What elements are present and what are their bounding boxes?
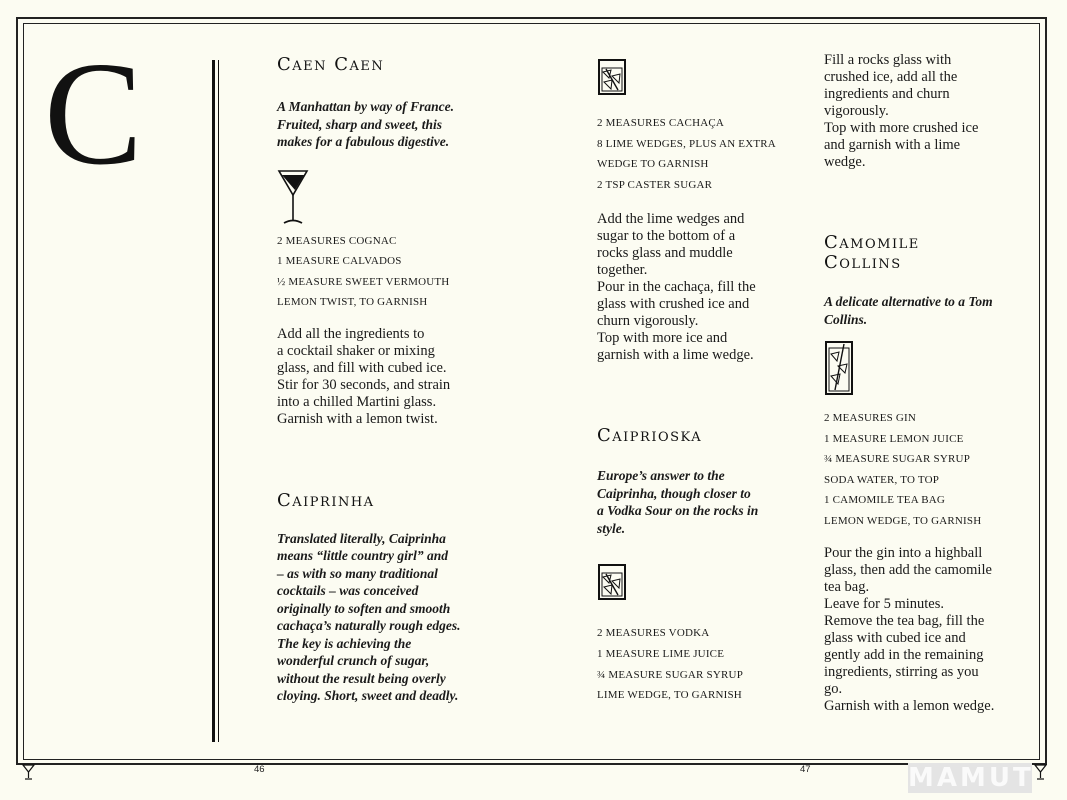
ingredient-item: ¾ MEASURE SUGAR SYRUP xyxy=(597,668,744,681)
method-line: glass with crushed ice and xyxy=(597,296,750,313)
method-line: Pour the gin into a highball xyxy=(824,544,983,561)
method-line: churn vigorously. xyxy=(597,313,699,330)
ingredient-item: ¾ MEASURE SUGAR SYRUP xyxy=(824,453,971,466)
ingredient-item: LIME WEDGE, TO GARNISH xyxy=(597,689,742,702)
recipe-method xyxy=(277,326,482,428)
intro-line: wonderful crunch of sugar, xyxy=(277,653,430,669)
ingredient-item: 2 MEASURES COGNAC xyxy=(277,234,397,247)
intro-line: cloying. Short, sweet and deadly. xyxy=(277,688,459,704)
recipe-intro-caiprinha xyxy=(277,530,482,705)
page-number-left: 46 xyxy=(254,764,265,775)
intro-line: Caiprinha, though closer to xyxy=(597,485,751,501)
method-line: Leave for 5 minutes. xyxy=(824,595,944,612)
title-line: Camomile xyxy=(824,232,920,253)
martini-glass-icon xyxy=(22,764,35,780)
column-1 xyxy=(277,55,482,705)
recipe-intro-caen-caen xyxy=(277,98,482,151)
watermark-logo: MAMUT xyxy=(908,763,1034,793)
rocks-glass-icon xyxy=(597,563,627,601)
ingredient-list xyxy=(277,231,482,313)
ingredient-item: 2 MEASURES GIN xyxy=(824,412,917,424)
ingredient-item: LEMON TWIST, TO GARNISH xyxy=(277,296,428,309)
recipe-title-caiprinha: Caiprinha xyxy=(277,489,375,511)
method-line: Add all the ingredients to xyxy=(277,325,425,342)
intro-line: style. xyxy=(597,520,626,536)
intro-line: Collins. xyxy=(824,311,868,327)
ingredient-list xyxy=(824,408,1029,532)
method-line: Remove the tea bag, fill the xyxy=(824,612,985,629)
intro-line: Translated literally, Caiprinha xyxy=(277,530,446,546)
column-3 xyxy=(824,52,1029,715)
method-line: glass with cubed ice and xyxy=(824,629,966,646)
method-line: garnish with a lime wedge. xyxy=(597,347,754,364)
recipe-intro-caiprioska xyxy=(597,467,797,537)
method-line: and garnish with a lime xyxy=(824,137,961,153)
ingredient-item: 2 MEASURES CACHAÇA xyxy=(597,117,725,129)
martini-glass-icon xyxy=(277,169,309,225)
recipe-title-camomile-collins xyxy=(824,233,1029,273)
ingredient-list xyxy=(597,623,797,705)
highball-glass-icon xyxy=(824,340,854,396)
method-line: Top with more ice and xyxy=(597,330,728,347)
ingredient-item: 1 MEASURE CALVADOS xyxy=(277,255,402,268)
chapter-letter: C xyxy=(44,32,143,196)
recipe-method xyxy=(824,545,1029,715)
intro-line: means “little country girl” and xyxy=(277,548,449,564)
intro-line: – as with so many traditional xyxy=(277,565,438,581)
recipe-intro-camomile-collins xyxy=(824,293,1029,328)
method-line: gently add in the remaining xyxy=(824,646,984,663)
intro-line: A delicate alternative to a Tom xyxy=(824,294,993,309)
ingredient-list xyxy=(597,113,797,195)
method-line: vigorously. xyxy=(824,103,889,119)
method-line: glass, then add the camomile xyxy=(824,561,992,578)
title-line: Collins xyxy=(824,252,902,273)
method-line: Garnish with a lemon wedge. xyxy=(824,697,995,714)
method-line: rocks glass and muddle xyxy=(597,245,733,262)
ingredient-item: 8 LIME WEDGES, PLUS AN EXTRA xyxy=(597,137,776,150)
method-line: sugar to the bottom of a xyxy=(597,228,736,245)
intro-line: makes for a fabulous digestive. xyxy=(277,134,450,149)
intro-line: The key is achieving the xyxy=(277,635,412,651)
method-line: Garnish with a lemon twist. xyxy=(277,410,438,427)
intro-line: cocktails – was conceived xyxy=(277,583,419,599)
ingredient-item: 1 MEASURE LEMON JUICE xyxy=(824,432,964,445)
method-line: a cocktail shaker or mixing xyxy=(277,342,435,359)
recipe-title-caen-caen: Caen Caen xyxy=(277,54,385,75)
method-line: Fill a rocks glass with xyxy=(824,52,952,68)
method-line: crushed ice, add all the xyxy=(824,69,958,85)
method-line: Top with more crushed ice xyxy=(824,120,979,136)
intro-line: Fruited, sharp and sweet, this xyxy=(277,116,443,132)
ingredient-item: 2 MEASURES VODKA xyxy=(597,627,710,640)
method-line: together. xyxy=(597,262,648,279)
intro-line: a Vodka Sour on the rocks in xyxy=(597,503,759,519)
method-line: wedge. xyxy=(824,154,866,170)
ingredient-item: 1 CAMOMILE TEA BAG xyxy=(824,494,946,507)
method-line: tea bag. xyxy=(824,578,870,595)
method-line: into a chilled Martini glass. xyxy=(277,393,437,410)
intro-line: Europe’s answer to the xyxy=(597,468,725,484)
ingredient-item: LEMON WEDGE, TO GARNISH xyxy=(824,514,982,527)
intro-line: originally to soften and smooth xyxy=(277,600,451,616)
intro-line: cachaça’s naturally rough edges. xyxy=(277,618,461,634)
method-line: Stir for 30 seconds, and strain xyxy=(277,376,451,393)
recipe-title-caiprioska: Caiprioska xyxy=(597,425,703,447)
method-line: Add the lime wedges and xyxy=(597,211,745,228)
intro-line: A Manhattan by way of France. xyxy=(277,99,455,114)
method-line: go. xyxy=(824,680,843,697)
ingredient-item: SODA WATER, TO TOP xyxy=(824,473,940,486)
martini-glass-icon xyxy=(1034,764,1047,780)
intro-line: without the result being overly xyxy=(277,670,446,686)
recipe-method xyxy=(597,211,797,364)
ingredient-item: 1 MEASURE LIME JUICE xyxy=(597,647,725,660)
divider-rule-thick xyxy=(212,60,215,742)
ingredient-item: 2 TSP CASTER SUGAR xyxy=(597,178,713,191)
column-2 xyxy=(597,58,797,706)
ingredient-item: ½ MEASURE SWEET VERMOUTH xyxy=(277,275,450,288)
method-line: Pour in the cachaça, fill the xyxy=(597,279,756,296)
page-number-right: 47 xyxy=(800,764,811,775)
method-line: ingredients and churn xyxy=(824,86,950,102)
recipe-method xyxy=(824,52,1029,171)
rocks-glass-icon xyxy=(597,58,627,96)
method-line: ingredients, stirring as you xyxy=(824,663,979,680)
method-line: glass, and fill with cubed ice. xyxy=(277,359,447,376)
divider-rule-thin xyxy=(218,60,219,742)
ingredient-item: WEDGE TO GARNISH xyxy=(597,158,709,171)
